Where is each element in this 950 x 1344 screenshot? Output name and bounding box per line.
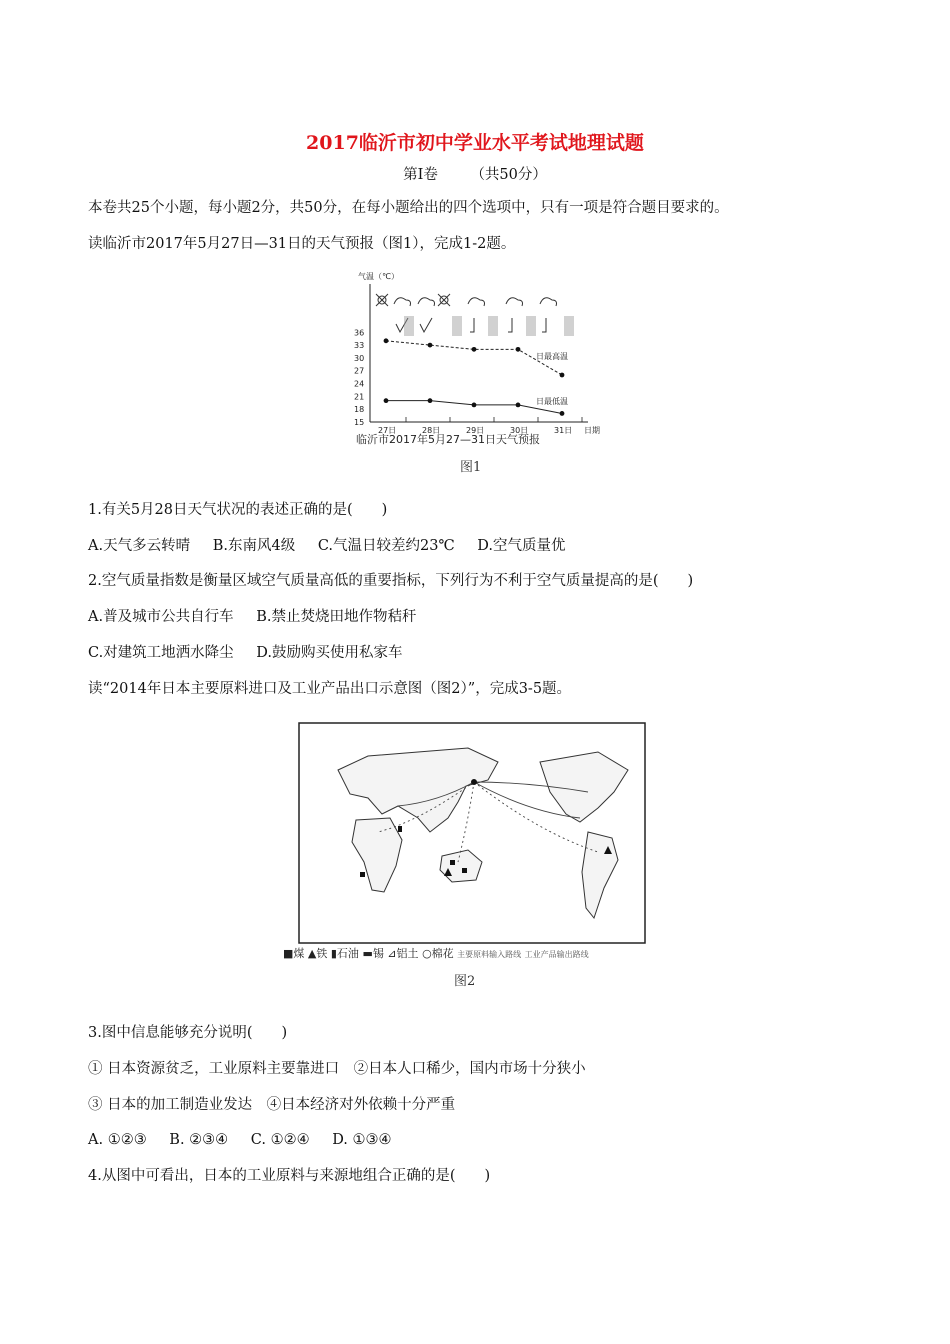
figure-1-label: 图1 bbox=[460, 460, 482, 475]
section-name: 第Ⅰ卷 bbox=[403, 167, 438, 183]
y-tick-label: 24 bbox=[354, 379, 365, 389]
point-daily-low bbox=[560, 411, 565, 416]
wind-icon bbox=[470, 318, 474, 332]
wind-icon bbox=[420, 318, 432, 332]
cloud-icon bbox=[506, 298, 523, 306]
point-daily-high bbox=[472, 347, 477, 352]
q2-option-c: C.对建筑工地洒水降尘 bbox=[88, 645, 234, 661]
cloud-icon bbox=[394, 298, 411, 306]
read-instruction-1: 读临沂市2017年5月27日—31日的天气预报（图1），完成1-2题。 bbox=[88, 236, 516, 252]
question-3-options bbox=[88, 1130, 410, 1150]
figure-1-weather-chart bbox=[340, 262, 610, 452]
q2-option-d: D.鼓励购买使用私家车 bbox=[256, 645, 403, 661]
chart-bottom-caption: 临沂市2017年5月27—31日天气预报 bbox=[356, 433, 540, 446]
label-daily-high: 日最高温 bbox=[536, 352, 568, 361]
question-2-stem: 2.空气质量指数是衡量区域空气质量高低的重要指标，下列行为不利于空气质量提高的是( ) bbox=[88, 573, 694, 589]
question-2-options-row-2 bbox=[88, 643, 421, 663]
legend-export-route: 工业产品输出路线 bbox=[524, 950, 589, 959]
point-daily-high bbox=[516, 347, 521, 352]
point-daily-high bbox=[384, 338, 389, 343]
coal-marker bbox=[360, 872, 365, 877]
label-daily-low: 日最低温 bbox=[536, 397, 568, 406]
coal-marker bbox=[450, 860, 455, 865]
point-daily-low bbox=[428, 398, 433, 403]
legend-cotton: ○棉花 bbox=[422, 947, 454, 960]
cloud-icon bbox=[468, 298, 485, 306]
cloud-icon bbox=[418, 298, 435, 306]
wind-icon bbox=[508, 318, 512, 332]
q2-option-a: A.普及城市公共自行车 bbox=[88, 609, 234, 625]
section-intro: 本卷共25个小题，每小题2分，共50分，在每小题给出的四个选项中，只有一项是符合题目要求的。 bbox=[88, 200, 729, 216]
point-daily-low bbox=[516, 403, 521, 408]
legend-tin: ▬锡 bbox=[362, 947, 384, 960]
q1-option-a: A.天气多云转晴 bbox=[88, 538, 191, 554]
map-legend bbox=[283, 945, 663, 961]
figure-2-label: 图2 bbox=[454, 974, 476, 989]
legend-oil: ▮石油 bbox=[330, 947, 359, 960]
legend-iron: ▲铁 bbox=[307, 947, 328, 960]
y-tick-label: 33 bbox=[354, 341, 365, 351]
sun-icon bbox=[438, 294, 450, 306]
point-daily-high bbox=[560, 373, 565, 378]
q1-option-d: D.空气质量优 bbox=[477, 538, 566, 554]
read-instruction-2: 读“2014年日本主要原料进口及工业产品出口示意图（图2）”，完成3-5题。 bbox=[88, 681, 572, 697]
section-score: （共50分） bbox=[470, 167, 547, 183]
question-3-stem: 3.图中信息能够充分说明( ) bbox=[88, 1025, 288, 1041]
q3-option-a: A. ①②③ bbox=[88, 1132, 147, 1148]
y-tick-label: 15 bbox=[354, 418, 365, 427]
x-tick-label: 27日 bbox=[378, 426, 397, 435]
q3-option-c: C. ①②④ bbox=[250, 1132, 310, 1148]
figure-2-world-map bbox=[298, 722, 646, 944]
q3-option-b: B. ②③④ bbox=[169, 1132, 229, 1148]
japan-marker bbox=[471, 779, 477, 785]
x-tick-label: 29日 bbox=[466, 426, 485, 435]
question-2-options-row-1 bbox=[88, 607, 434, 627]
q1-option-c: C.气温日较差约23℃ bbox=[317, 538, 455, 554]
point-daily-low bbox=[384, 398, 389, 403]
wind-icon bbox=[542, 318, 546, 332]
coal-marker bbox=[462, 868, 467, 873]
page-title: 2017临沂市初中学业水平考试地理试题 bbox=[306, 132, 644, 154]
q1-option-b: B.东南风4级 bbox=[212, 538, 296, 554]
y-ticks bbox=[354, 328, 364, 427]
q2-option-b: B.禁止焚烧田地作物秸秆 bbox=[256, 609, 417, 625]
x-axis-unit: 日期 bbox=[584, 426, 600, 435]
y-axis-label: 气温（℃） bbox=[358, 272, 399, 281]
y-tick-label: 21 bbox=[354, 392, 365, 402]
question-1-options bbox=[88, 536, 584, 556]
question-4-stem: 4.从图中可看出，日本的工业原料与来源地组合正确的是( ) bbox=[88, 1168, 491, 1184]
question-3-statement-line-2: ③ 日本的加工制造业发达 ④日本经济对外依赖十分严重 bbox=[88, 1097, 456, 1113]
point-daily-low bbox=[472, 403, 477, 408]
x-tick-label: 28日 bbox=[422, 426, 441, 435]
legend-coal: ■煤 bbox=[283, 947, 305, 960]
section-header bbox=[0, 163, 950, 184]
question-1-stem: 1.有关5月28日天气状况的表述正确的是( ) bbox=[88, 502, 388, 518]
weather-text-marks bbox=[404, 316, 574, 336]
point-daily-high bbox=[428, 343, 433, 348]
x-tick-label: 31日 bbox=[554, 426, 573, 435]
x-tick-label: 30日 bbox=[510, 426, 529, 435]
sun-icon bbox=[376, 294, 388, 306]
question-3-statement-line-1: ① 日本资源贫乏，工业原料主要靠进口 ②日本人口稀少，国内市场十分狭小 bbox=[88, 1061, 586, 1077]
y-tick-label: 27 bbox=[354, 366, 365, 376]
oil-marker bbox=[398, 826, 402, 832]
y-tick-label: 18 bbox=[354, 405, 365, 415]
legend-bauxite: ⊿铝土 bbox=[387, 947, 419, 960]
cloud-icon bbox=[540, 298, 557, 306]
q3-option-d: D. ①③④ bbox=[332, 1132, 392, 1148]
y-tick-label: 36 bbox=[354, 328, 365, 338]
legend-import-route: 主要原料输入路线 bbox=[457, 950, 522, 959]
y-tick-label: 30 bbox=[354, 353, 365, 363]
